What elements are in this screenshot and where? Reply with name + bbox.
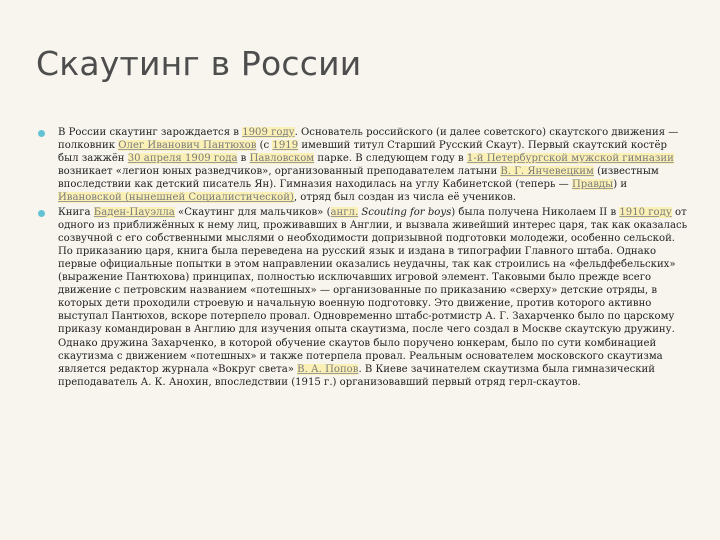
inline-link[interactable]: Ивановской (нынешней Социалистической)	[58, 192, 294, 204]
text-run: имевший титул Старший Русский Скаут). Первый скаутский костёр был зажжён	[58, 140, 667, 165]
text-run: парке. В следующем году в	[314, 153, 467, 165]
text-run: от одного из приближённых к нему лиц, проживавших в Англии, и вызвала живейший интерес царя, так как оказалась созвучной с его собственными мыслями о необходимости допризывной подготовки молодежи, особенно сельской. По приказанию царя, книга была переведена на русский язык и издана в типографии Главного штаба. Однако первые официальные попытки в этом направлении оказались неудачны, так как строились на «фельдфебельских» (выражение Пантюхова) принципах, полностью исключавших игровой элемент. Таковыми было прежде всего движение с петровским названием «потешных» — организованные по приказанию «сверху» детские отряды, в которых дети проходили строевую и начальную военную подготовку. Это движение, против которого активно выступал Пантюхов, вскоре потерпело провал. Одновременно штабс-ротмистр А. Г. Захарченко было по царскому приказу командирован в Англию для изучения опыта скаутизма, после чего создал в Москве скаутскую дружину. Однако дружина Захарченко, в которой обучение скаутов было поручено юнкерам, было по сути комбинацией скаутизма с движением «потешных» и также потерпела провал. Реальным основателем московского скаутизма является редактор журнала «Вокруг света»	[58, 206, 688, 375]
text-run: . Основатель российского (и далее советского) скаутского движения — полковник	[58, 127, 679, 152]
text-run: возникает «легион юных разведчиков», организованный преподавателем латыни	[58, 166, 501, 178]
text-run: (известным впоследствии как детский писатель Ян). Гимназия находилась на углу Кабинетской (теперь —	[58, 166, 659, 191]
text-run: в	[237, 153, 250, 165]
text-run: ) была получена Николаем II в	[451, 206, 620, 218]
text-run: , отряд был создан из числа её учеников.	[293, 192, 516, 204]
inline-link[interactable]: 1909 году	[242, 127, 295, 138]
bullet-paragraph	[38, 206, 688, 389]
text-run: Книга	[58, 206, 94, 218]
bullet-dot-icon	[38, 210, 45, 217]
text-run: (с	[256, 140, 273, 152]
inline-link[interactable]: Павловском	[249, 153, 315, 165]
italic-text: Scouting for boys	[361, 206, 452, 218]
inline-link[interactable]: В. Г. Янчевецким	[500, 166, 594, 178]
inline-link[interactable]: 30 апреля 1909 года	[127, 153, 238, 165]
text-run: «Скаутинг для мальчиков» (	[174, 206, 331, 218]
bullet-dot-icon	[38, 130, 45, 137]
text-run: ) и	[613, 179, 628, 191]
inline-link[interactable]: Баден-Пауэлла	[93, 206, 175, 218]
inline-link[interactable]: англ.	[330, 206, 359, 218]
text-run: . В Киеве зачинателем скаутизма была гимназический преподаватель А. К. Анохин, впоследствии (1915 г.) организовавший первый отряд герл-скаутов.	[58, 363, 656, 388]
inline-link[interactable]: 1919	[272, 140, 299, 152]
inline-link[interactable]: 1910 году	[619, 206, 672, 218]
inline-link[interactable]: В. А. Попов	[297, 363, 359, 375]
slide-title: Скаутинг в России	[36, 44, 362, 83]
inline-link[interactable]: Олег Иванович Пантюхов	[118, 140, 257, 152]
text-run: В России скаутинг зарождается в	[58, 127, 243, 138]
inline-link[interactable]: Правды	[571, 179, 614, 191]
bullet-paragraph	[38, 126, 688, 205]
slide-body	[38, 126, 688, 390]
inline-link[interactable]: 1-й Петербургской мужской гимназии	[466, 153, 674, 165]
